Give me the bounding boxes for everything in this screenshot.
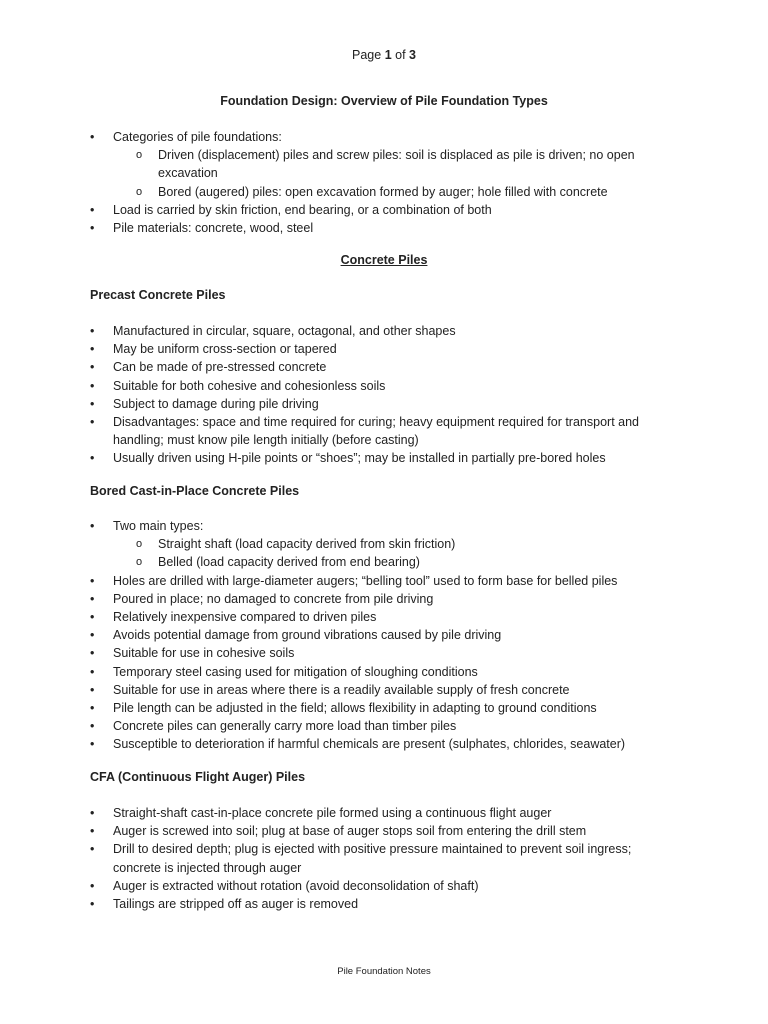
bored-list-container <box>90 517 660 754</box>
list-item: • Subject to damage during pile driving <box>90 395 660 413</box>
section-heading-concrete-piles: Concrete Piles <box>340 253 428 267</box>
list-item: • Pile length can be adjusted in the field; allows flexibility in adapting to ground conditions <box>90 699 660 717</box>
sub-list-item: o Straight shaft (load capacity derived from skin friction) <box>90 535 660 553</box>
precast-heading: Precast Concrete Piles <box>90 288 226 302</box>
page-footer: Pile Foundation Notes <box>337 966 431 977</box>
bored-heading: Bored Cast-in-Place Concrete Piles <box>90 484 300 498</box>
list-item: • Suitable for use in cohesive soils <box>90 644 660 662</box>
cfa-list <box>90 804 660 913</box>
list-item: • Auger is screwed into soil; plug at base of auger stops soil from entering the drill stem <box>90 822 660 840</box>
cfa-heading: CFA (Continuous Flight Auger) Piles <box>90 770 306 784</box>
list-item: • Categories of pile foundations: <box>90 128 660 146</box>
list-item: • Relatively inexpensive compared to driven piles <box>90 608 660 626</box>
list-item: • Avoids potential damage from ground vibrations caused by pile driving <box>90 626 660 644</box>
sub-list-item: o Belled (load capacity derived from end bearing) <box>90 553 660 571</box>
list-item: • Susceptible to deterioration if harmful chemicals are present (sulphates, chlorides, seawater) <box>90 735 660 753</box>
precast-list <box>90 322 660 468</box>
list-item: • Poured in place; no damaged to concrete from pile driving <box>90 590 660 608</box>
page-total: 3 <box>409 48 416 62</box>
document-title: Foundation Design: Overview of Pile Foundation Types <box>220 94 548 108</box>
list-item: • Auger is extracted without rotation (avoid deconsolidation of shaft) <box>90 877 660 895</box>
bored-list <box>90 517 660 754</box>
sub-list-item: o Bored (augered) piles: open excavation formed by auger; hole filled with concrete <box>90 183 660 201</box>
list-item: • Suitable for both cohesive and cohesionless soils <box>90 377 660 395</box>
intro-list <box>90 128 660 237</box>
list-item: • Disadvantages: space and time required for curing; heavy equipment required for transport and handling; must know pile length initially (before casting) <box>90 413 660 449</box>
list-item: • Can be made of pre-stressed concrete <box>90 358 660 376</box>
intro-list-container <box>90 128 660 237</box>
page-current: 1 <box>384 48 392 62</box>
list-item: • Two main types: <box>90 517 660 535</box>
list-item: • Concrete piles can generally carry more load than timber piles <box>90 717 660 735</box>
sub-list-item: o Driven (displacement) piles and screw piles: soil is displaced as pile is driven; no open excavation <box>90 146 660 182</box>
cfa-list-container <box>90 804 660 913</box>
list-item: • Tailings are stripped off as auger is removed <box>90 895 660 913</box>
precast-list-container <box>90 322 660 468</box>
page-number <box>0 48 768 62</box>
list-item: • Manufactured in circular, square, octagonal, and other shapes <box>90 322 660 340</box>
list-item: • May be uniform cross-section or tapered <box>90 340 660 358</box>
page-prefix: Page <box>352 48 382 62</box>
list-item: • Holes are drilled with large-diameter augers; “belling tool” used to form base for belled piles <box>90 572 660 590</box>
list-item: • Usually driven using H-pile points or “shoes”; may be installed in partially pre-bored holes <box>90 449 660 467</box>
list-item: • Pile materials: concrete, wood, steel <box>90 219 660 237</box>
list-item: • Straight-shaft cast-in-place concrete pile formed using a continuous flight auger <box>90 804 660 822</box>
list-item: • Suitable for use in areas where there is a readily available supply of fresh concrete <box>90 681 660 699</box>
list-item: • Load is carried by skin friction, end bearing, or a combination of both <box>90 201 660 219</box>
list-item: • Drill to desired depth; plug is ejected with positive pressure maintained to prevent soil ingress; concrete is injected through auger <box>90 840 660 876</box>
page-of: of <box>395 48 406 62</box>
list-item: • Temporary steel casing used for mitigation of sloughing conditions <box>90 663 660 681</box>
